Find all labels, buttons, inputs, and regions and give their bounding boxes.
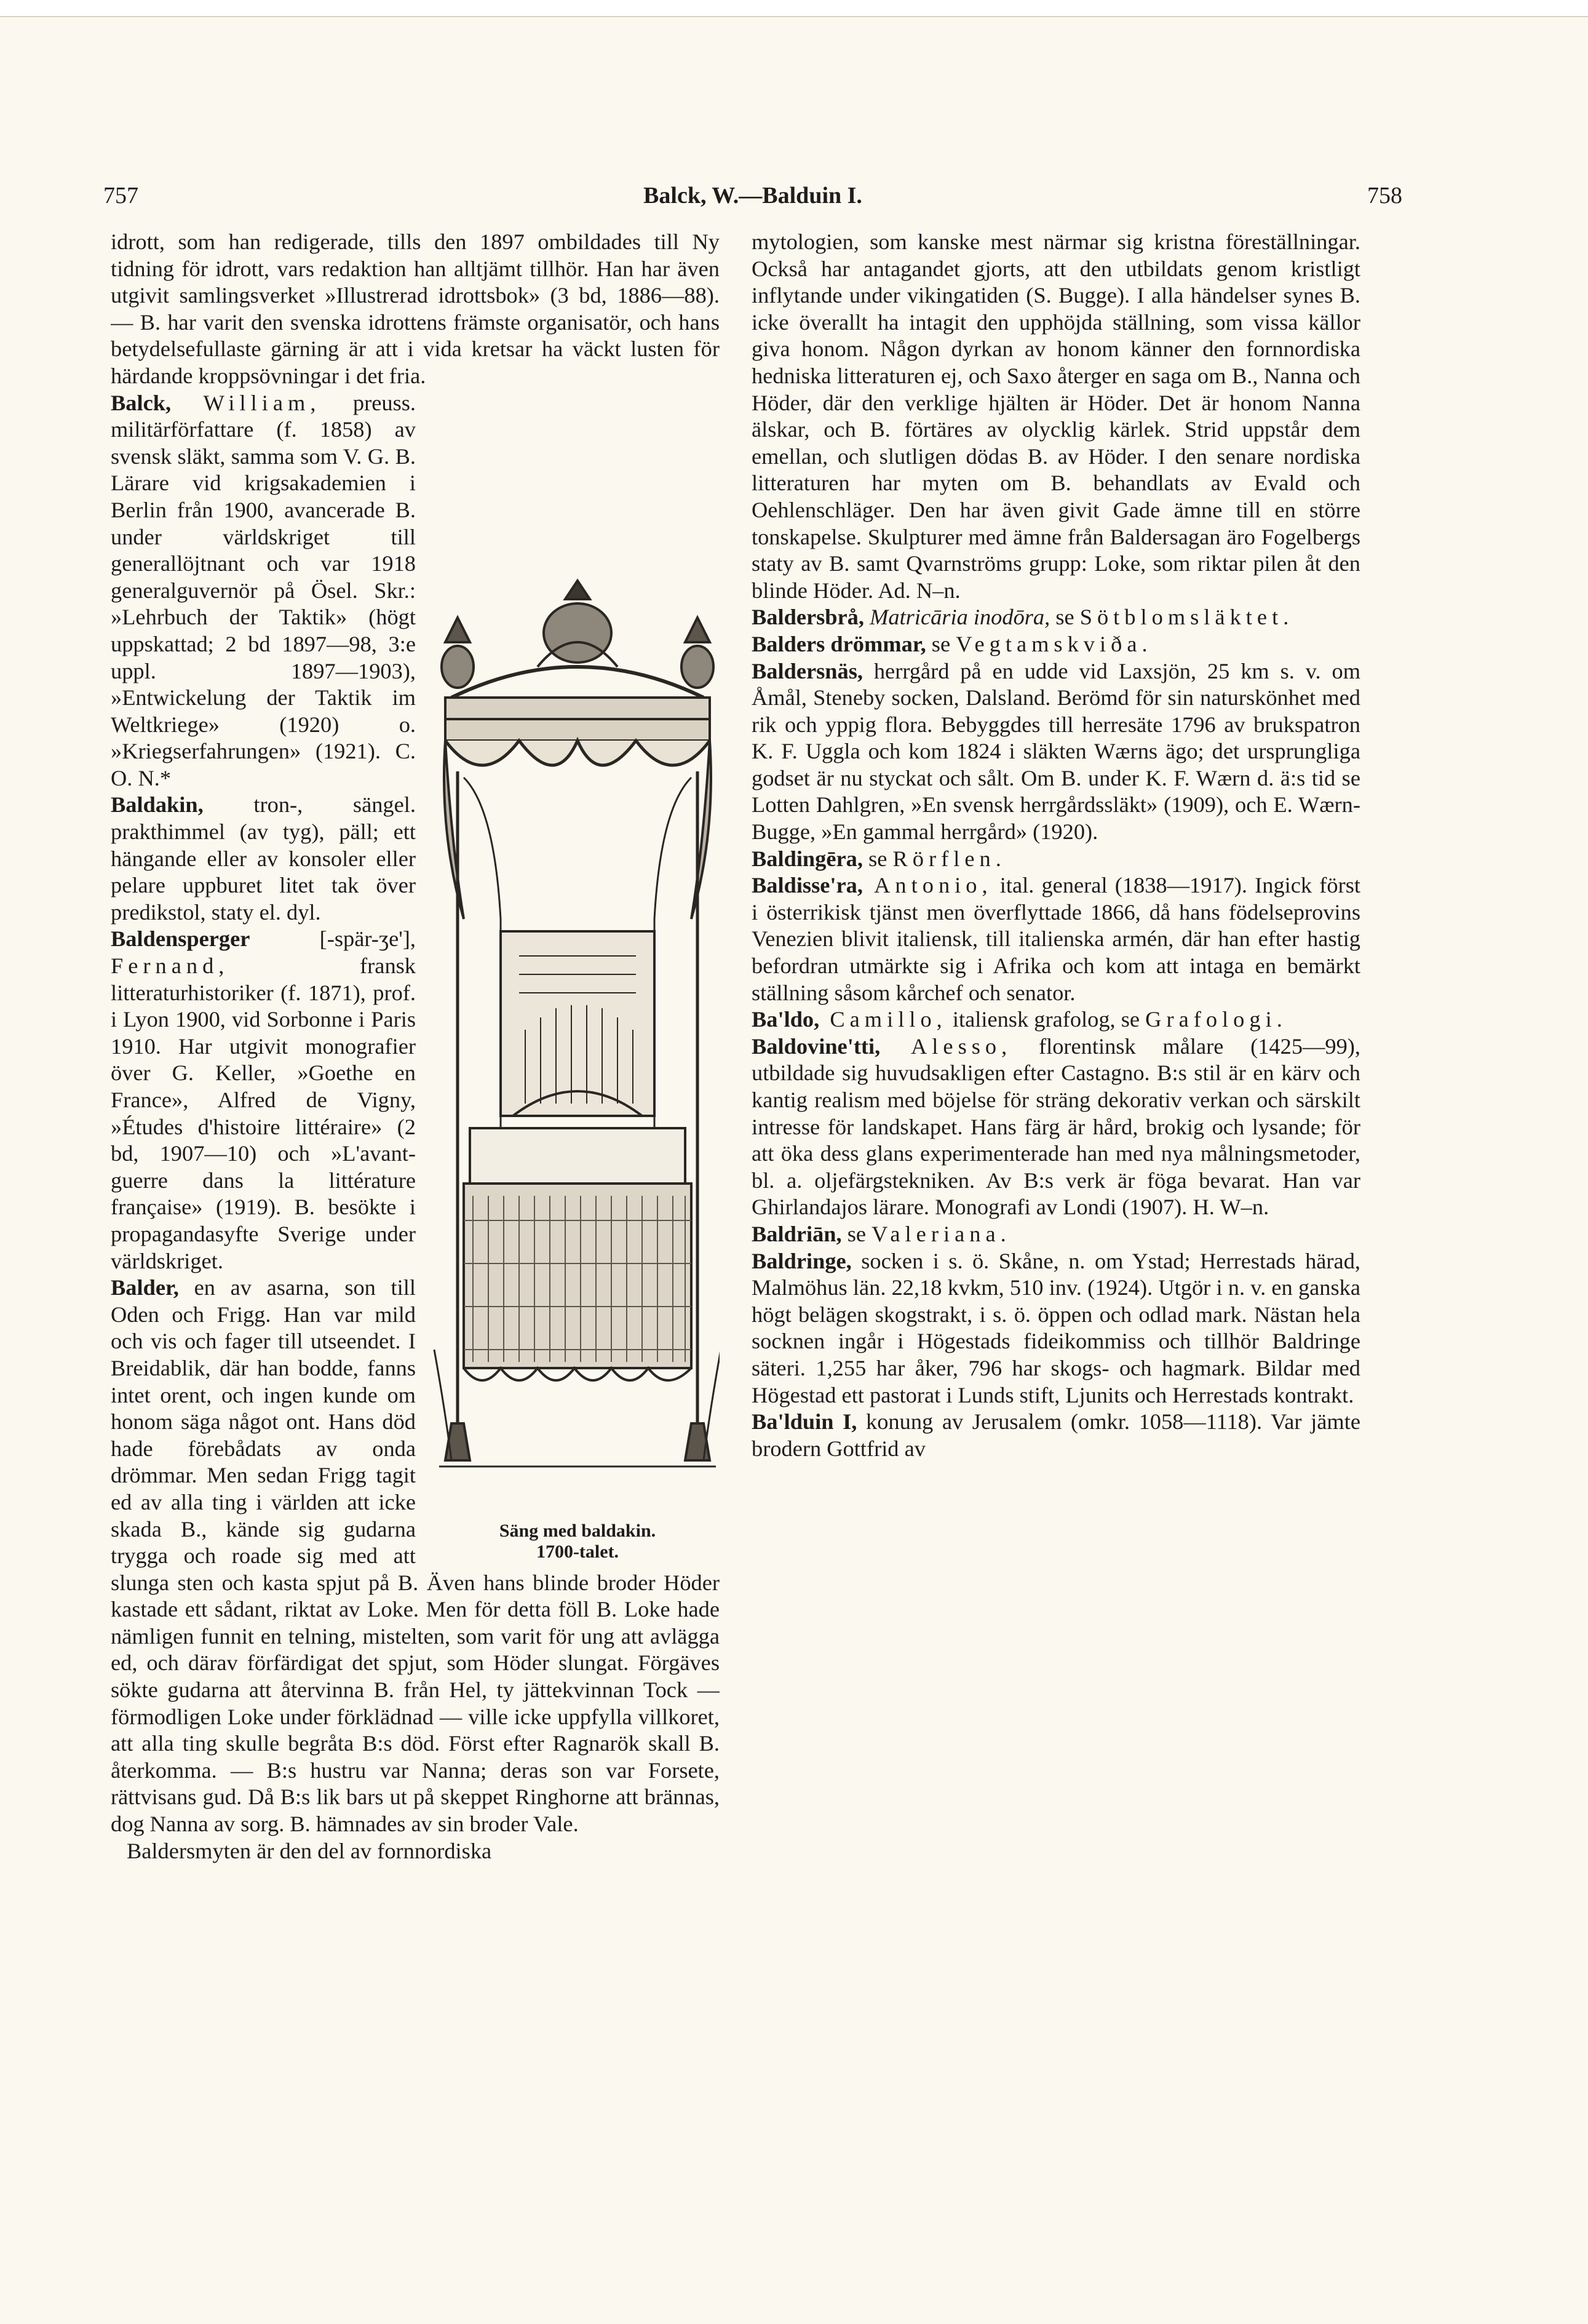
paragraph-baldersmyten: Baldersmyten är den del av fornnordiska (127, 1838, 492, 1863)
page-number-right: 758 (1367, 183, 1402, 209)
entry-baldringe: Baldringe, socken i s. ö. Skåne, n. om Ystad; Herrestads härad, Malmöhus län. 22,18 kvkm, 510 inv. (1924). Utgör i n. v. en ganska högt belägen skogstrakt, i s. ö. öppen och odlad mark. Nästan hela socknen ingår i Högestads fideikommiss och tillhör Baldringe säteri. 1,255 har åker, 796 har skogs- och hagmark. Bildar med Högestad ett pastorat i Lunds stift, Ljunits och Herrestads kontrakt. (752, 1248, 1360, 1407)
paragraph-idrott: idrott, som han redigerade, tills den 1897 ombildades till Ny tidning för idrott, vars redaktion han alltjämt tillhör. Han har även utgivit samlingsverket »Illustrerad idrottsbok» (3 bd, 1886—88). — B. har varit den svenska idrottens främste organisatör, och hans betydelsefullaste gärning är att i vida kretsar ha väckt lusten för härdande kroppsövningar i det fria. (111, 229, 720, 388)
figure-caption: Säng med baldakin. 1700-talet. (499, 1520, 656, 1562)
entry-baldovinetti: Baldovine'tti, Alesso, florentinsk målare (1425—99), utbildade sig huvudsakligen efter Castagno. B:s stil är en kärv och kantig realism med böjelse för sträng dekorativ verkan och särskilt intresse för landskapet. Hans färg är hård, brokig och lysande; för att öka dess glans experimenterade han med nya målningsmetoder, bl. a. oljefärgstekniken. Av B:s verk är föga bevarat. Han var Ghirlandajos lärare. Monografi av Londi (1907). H. W–n. (752, 1033, 1360, 1220)
entry-baldo: Ba'ldo, Camillo, italiensk grafolog, se Grafologi. (752, 1007, 1287, 1032)
entry-balduin-i: Ba'lduin I, konung av Jerusalem (omkr. 1058—1118). Var jämte brodern Gottfrid av (752, 1409, 1360, 1461)
entry-baldakin: Baldakin, tron-, sängel. prakthimmel (av tyg), päll; ett hängande eller av konsoler eller pelare uppburet litet tak över predikstol, staty el. dyl. (111, 792, 416, 925)
canopy-bed-illustration (427, 575, 720, 1516)
page-number-left: 757 (103, 183, 138, 209)
running-title: Balck, W.—Balduin I. (643, 183, 862, 209)
entry-balder: Balder, en av asarna, son till Oden och Frigg. Han var mild och vis och fager till utseendet. I Breidablik, där han bodde, fanns intet orent, och ingen kunde om honom säga något ont. Hans död hade förebådats av onda drömmar. Men sedan Frigg tagit ed av alla ting i världen att icke skada B., kände sig gudarna trygga och roade sig med att slunga sten och kasta spjut på B. Även hans blinde broder Höder kastade ett sådant, riktat av Loke. Men för detta föll B. Loke hade nämligen funnit en telning, mistelten, som varit för ung att avlägga ed, och därav förfärdigat det spjut, som Höder slungat. Förgäves sökte gudarna att återvinna B. från Hel, ty jättekvinnan Tock — förmodligen Loke under förklädnad — ville icke uppfylla villkoret, att alla ting skulle begråta B:s död. Först efter Ragnarök skall B. återkomma. — B:s hustru var Nanna; deras son var Forsete, rättvisans gud. Då B:s lik bars ut på skeppet Ringhorne att brännas, dog Nanna av sorg. B. hämnades av sin broder Vale. (111, 1275, 720, 1837)
entry-baldensperger: Baldensperger [-spär-ʒe'], Fernand, fransk litteraturhistoriker (f. 1871), prof. i Lyon 1900, vid Sorbonne i Paris 1910. Har utgivit monografier över G. Keller, »Goethe en France», Alfred de Vigny, »Études d'histoire littéraire» (2 bd, 1907—10) och »L'avant-guerre dans la littérature française» (1919). B. besökte i propagandasyfte Sverige under världskriget. (111, 926, 416, 1273)
column-left (111, 229, 720, 2283)
entry-balders-drommar: Balders drömmar, se Vegtamskviða. (752, 631, 1153, 656)
entry-baldingera: Baldingēra, se Rörflen. (752, 846, 1006, 871)
entry-balck-william: Balck, William, preuss. militärförfattare (f. 1858) av svensk släkt, samma som V. G. B. Lärare vid krigsakademien i Berlin från 1900, avancerade B. under världskriget till generallöjtnant och var 1918 generalguvernör på Ösel. Skr.: »Lehrbuch der Taktik» (högt uppskattad; 2 bd 1897—98, 3:e uppl. 1897—1903), »Entwickelung der Taktik im Weltkriege» (1920) o. »Kriegserfahrungen» (1921). C. O. N.* (111, 390, 416, 790)
entry-baldrian: Baldriān, se Valeriana. (752, 1221, 1011, 1246)
page-header (103, 182, 1402, 219)
entry-baldissera: Baldisse'ra, Antonio, ital. general (1838—1917). Ingick först i österrikisk tjänst men överflyttade 1866, då hans födelseprovins Venezien blivit italiensk, till italienska armén, där han efter hastig befordran utmärkte sig i Afrika och kom att intaga en bemärkt ställning såsom kårchef och senator. (752, 873, 1360, 1005)
page-top-edge (0, 0, 1588, 17)
paragraph-mytologien: mytologien, som kanske mest närmar sig kristna föreställningar. Också har antagandet gjorts, att den utbildats genom kristligt inflytande under vikingatiden (S. Bugge). I alla händelser synes B. icke överallt ha intagit den upphöjda ställning, som vissa källor giva honom. Någon dyrkan av honom känner den fornnordiska hedniska litteraturen ej, och Saxo återger en saga om B., Nanna och Höder, där den verklige hjälten är Höder. Det är honom Nanna älskar, och B. förtäres av olycklig kärlek. Strid uppstår dem emellan, och slutligen dödas B. av Höder. I den senare nordiska litteraturen har myten om B. behandlats av Evald och Oehlenschläger. Den har även givit Gade ämne till en större tonskapelse. Skulpturer med ämne från Baldersagan äro Fogelbergs staty av B. samt Qvarnströms grupp: Loke, som riktar pilen åt den blinde Höder. Ad. N–n. (752, 229, 1360, 603)
canopy-bed-figure (427, 575, 720, 1566)
entry-baldersbra: Baldersbrå, Matricāria inodōra, se Sötblomsläktet. (752, 605, 1294, 630)
column-right (752, 229, 1360, 2283)
entry-baldersnas: Baldersnäs, herrgård på en udde vid Laxsjön, 25 km s. v. om Åmål, Steneby socken, Dalsland. Berömd för sin naturskönhet med rik och yppig flora. Bebyggdes till herresäte 1796 av brukspatron K. F. Uggla och kom 1824 i släkten Wærns ägo; det ursprungliga godset är nu styckat och sålt. Om B. under K. F. Wærn d. ä:s tid se Lotten Dahlgren, »En svensk herrgårdssläkt» (1909), och E. Wærn-Bugge, »En gammal herrgård» (1920). (752, 658, 1360, 845)
